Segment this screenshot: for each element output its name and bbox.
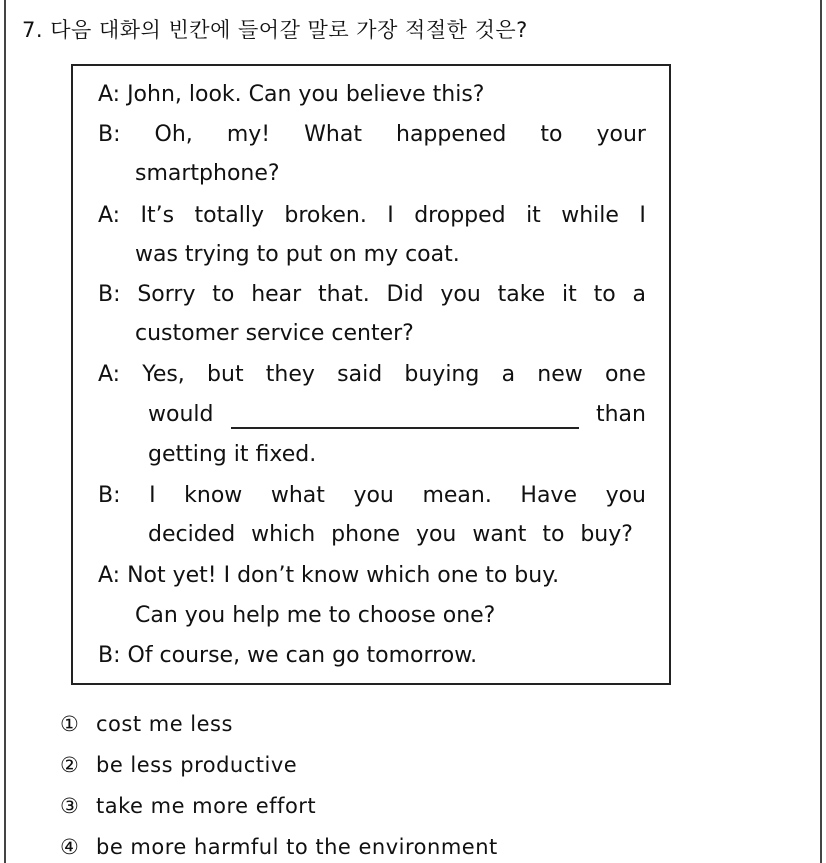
word: broken. [284, 203, 367, 228]
dialogue-line-15: B: Of course, we can go tomorrow. [98, 643, 478, 668]
word: would [148, 402, 214, 427]
word: I [387, 203, 394, 228]
answer-blank [231, 401, 579, 429]
word: a [501, 362, 516, 387]
word: you [605, 483, 646, 508]
dialogue-line-9 [148, 401, 646, 429]
word: Sorry [137, 282, 196, 307]
word: buy? [580, 522, 633, 547]
word: to [212, 282, 235, 307]
word: Have [520, 483, 577, 508]
dialogue-line-6 [98, 281, 646, 309]
option-number: ④ [60, 835, 80, 859]
word: said [337, 362, 383, 387]
word: than [595, 402, 646, 427]
word: mean. [422, 483, 492, 508]
dialogue-line-13: A: Not yet! I don’t know which one to buy. [98, 563, 560, 588]
dialogue-line-14: Can you help me to choose one? [135, 603, 496, 628]
word: totally [194, 203, 264, 228]
dialogue-line-5: was trying to put on my coat. [135, 242, 460, 267]
word: but [207, 362, 244, 387]
option-number: ② [60, 753, 80, 777]
word: you [415, 522, 457, 547]
word: what [270, 483, 325, 508]
word: A: [98, 362, 121, 387]
word: Oh, [154, 122, 193, 147]
word: you [353, 483, 394, 508]
word: hear [251, 282, 302, 307]
word: Did [386, 282, 424, 307]
word: decided [148, 522, 236, 547]
word: my! [226, 122, 271, 147]
word: that. [318, 282, 370, 307]
word: you [440, 282, 481, 307]
word: to [593, 282, 616, 307]
dialogue-line-10: getting it fixed. [148, 442, 317, 467]
word: want [472, 522, 527, 547]
word: It’s [140, 203, 175, 228]
word: they [265, 362, 315, 387]
option-1[interactable] [60, 710, 233, 738]
dialogue-box [71, 64, 671, 685]
word: a [632, 282, 646, 307]
word: B: [98, 122, 121, 147]
dialogue-line-3: smartphone? [135, 161, 280, 186]
option-number: ① [60, 712, 80, 736]
dialogue-line-1: A: John, look. Can you believe this? [98, 82, 485, 107]
option-3[interactable] [60, 792, 316, 820]
word: while [561, 203, 619, 228]
option-number: ③ [60, 794, 80, 818]
word: new [537, 362, 583, 387]
word: it [526, 203, 541, 228]
word: What [304, 122, 362, 147]
dialogue-line-2 [98, 121, 646, 149]
word: know [184, 483, 243, 508]
word: B: [98, 282, 121, 307]
option-text: take me more effort [96, 794, 317, 818]
word: dropped [414, 203, 506, 228]
option-text: be more harmful to the environment [96, 835, 498, 859]
option-4[interactable] [60, 833, 498, 861]
dialogue-line-7: customer service center? [135, 321, 414, 346]
word: buying [404, 362, 480, 387]
word: happened [396, 122, 507, 147]
dialogue-line-11 [98, 482, 646, 510]
option-text: cost me less [96, 712, 233, 736]
option-text: be less productive [96, 753, 298, 777]
word: Yes, [142, 362, 185, 387]
option-2[interactable] [60, 751, 297, 779]
word: take [497, 282, 546, 307]
word: it [562, 282, 577, 307]
dialogue-line-12 [148, 521, 633, 549]
word: B: [98, 483, 121, 508]
word: to [542, 522, 565, 547]
word: I [149, 483, 156, 508]
dialogue-line-8 [98, 361, 646, 389]
word: which [251, 522, 316, 547]
word: phone [331, 522, 401, 547]
question-title: 7. 다음 대화의 빈칸에 들어갈 말로 가장 적절한 것은? [22, 18, 528, 42]
word: to [540, 122, 563, 147]
word: A: [98, 203, 121, 228]
word: one [604, 362, 646, 387]
word: your [596, 122, 646, 147]
dialogue-line-4 [98, 202, 646, 230]
word: I [639, 203, 646, 228]
